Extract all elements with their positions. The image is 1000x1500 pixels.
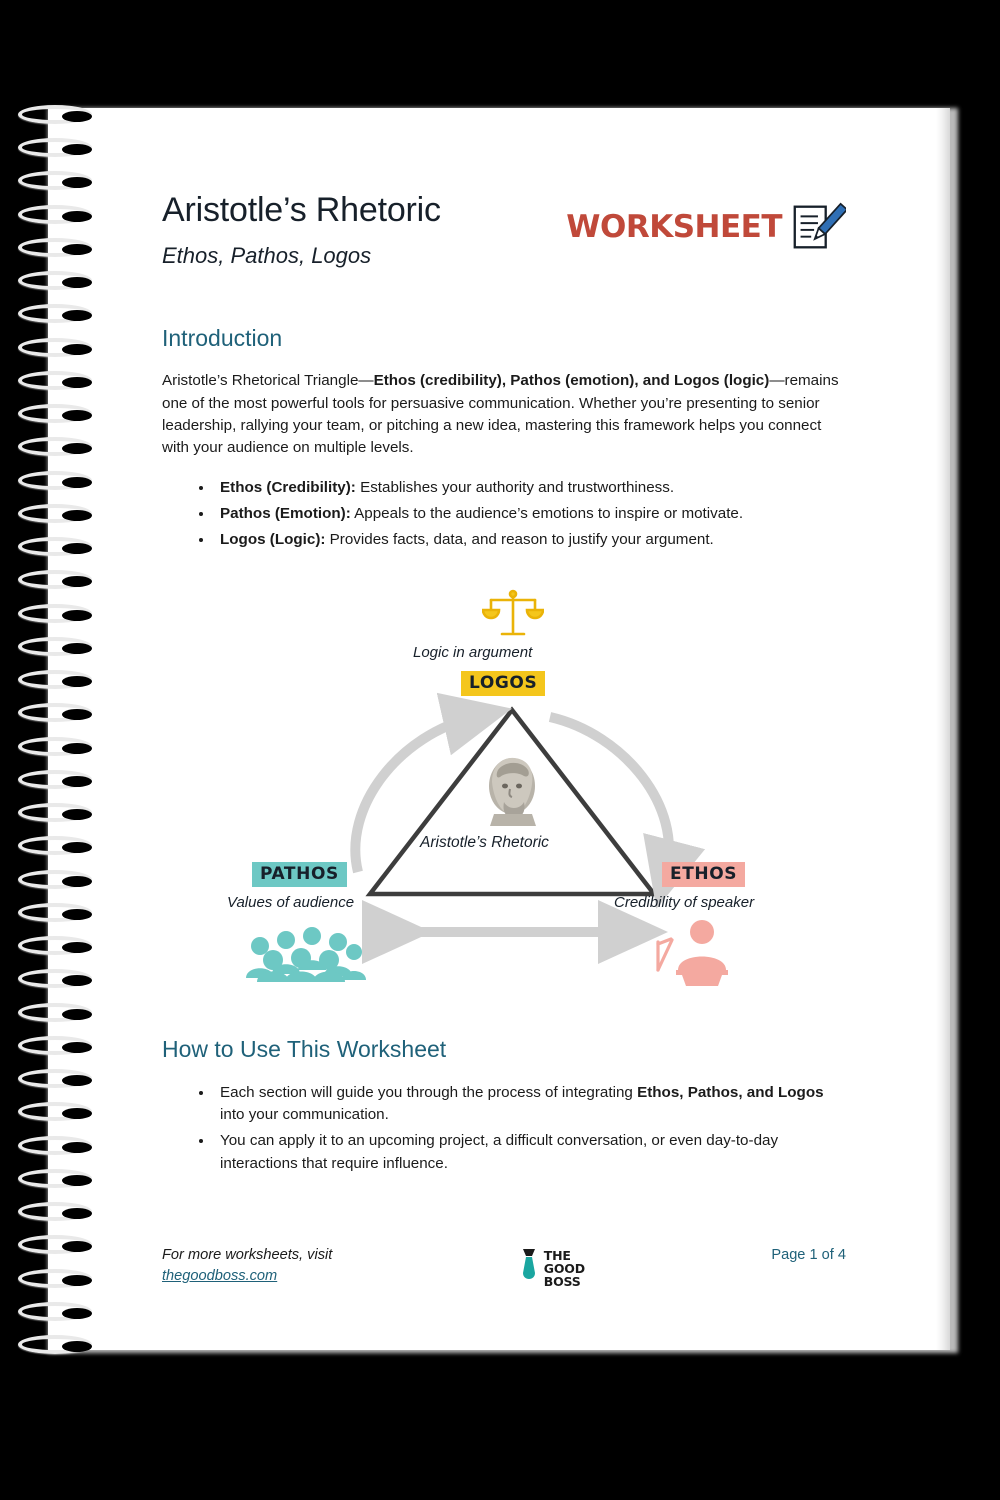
- spiral-coil: [18, 1003, 92, 1022]
- spiral-coil: [18, 537, 92, 556]
- spiral-binding: [18, 105, 96, 1355]
- spiral-coil: [18, 604, 92, 623]
- balance-scales-icon: [482, 588, 544, 649]
- speaker-podium-icon: [642, 918, 750, 991]
- page-edge: [936, 108, 950, 1350]
- brand-logo: [519, 1245, 585, 1292]
- footer-more-label: For more worksheets, visit: [162, 1247, 333, 1263]
- page-content: [162, 192, 846, 1178]
- audience-group-icon: [244, 920, 368, 987]
- spiral-coil: [18, 670, 92, 689]
- intro-text-pre: Aristotle’s Rhetorical Triangle—: [162, 372, 374, 390]
- ethos-caption: Credibility of speaker: [614, 893, 755, 911]
- intro-text-bold: Ethos (credibility), Pathos (emotion), and Logos (logic): [373, 372, 770, 390]
- spiral-coil: [18, 1269, 92, 1288]
- list-item: [214, 1129, 846, 1175]
- spiral-coil: [18, 105, 92, 124]
- brand-line-1: THE: [543, 1248, 571, 1264]
- section-heading-introduction: Introduction: [162, 325, 283, 352]
- introduction-paragraph: [162, 370, 846, 459]
- spiral-coil: [18, 1302, 92, 1321]
- bullet-text: Provides facts, data, and reason to justify your argument.: [325, 531, 714, 549]
- spiral-coil: [18, 803, 92, 822]
- brand-text: [544, 1250, 585, 1288]
- spiral-coil: [18, 1102, 92, 1121]
- list-item: [214, 1081, 846, 1127]
- worksheet-pencil-icon: [788, 198, 846, 256]
- bullet-term: Logos (Logic):: [220, 531, 326, 549]
- spiral-coil: [18, 637, 92, 656]
- spiral-coil: [18, 770, 92, 789]
- spiral-coil: [18, 138, 92, 157]
- pathos-caption: Values of audience: [227, 893, 355, 911]
- spiral-coil: [18, 471, 92, 490]
- rhetorical-triangle-diagram: [162, 582, 846, 1002]
- spiral-coil: [18, 1036, 92, 1055]
- intro-text-post: —remains one of the most powerful tools for persuasive communication. Whether you’re presenting to senior leadership, rallying your team, or pitching a new idea, mastering this framework helps you connect with your audience on multiple levels.: [162, 372, 839, 457]
- spiral-coil: [18, 703, 92, 722]
- page-subtitle: Ethos, Pathos, Logos: [162, 243, 372, 269]
- spiral-coil: [18, 404, 92, 423]
- spiral-coil: [18, 903, 92, 922]
- worksheet-badge: [566, 198, 846, 256]
- list-item: [214, 476, 846, 499]
- spiral-coil: [18, 570, 92, 589]
- spiral-coil: [18, 504, 92, 523]
- bullet-text: Each section will guide you through the process of integrating: [220, 1083, 638, 1101]
- necktie-icon: [519, 1247, 539, 1292]
- bullet-text: Appeals to the audience’s emotions to inspire or motivate.: [350, 505, 744, 523]
- spiral-coil: [18, 969, 92, 988]
- footer-website-link[interactable]: thegoodboss.com: [162, 1268, 278, 1285]
- spiral-coil: [18, 371, 92, 390]
- logos-chip: LOGOS: [461, 671, 545, 696]
- worksheet-page: [48, 108, 950, 1350]
- brand-line-3: BOSS: [543, 1273, 581, 1289]
- howto-bullet-list: [162, 1081, 846, 1175]
- spiral-coil: [18, 171, 92, 190]
- spiral-coil: [18, 737, 92, 756]
- introduction-bullet-list: [162, 476, 846, 552]
- spiral-coil: [18, 238, 92, 257]
- spiral-coil: [18, 1202, 92, 1221]
- spiral-coil: [18, 1136, 92, 1155]
- spiral-coil: [18, 437, 92, 456]
- bullet-term: Pathos (Emotion):: [220, 505, 351, 523]
- spiral-coil: [18, 1235, 92, 1254]
- spiral-coil: [18, 836, 92, 855]
- bullet-text: You can apply it to an upcoming project, a difficult conversation, or even day-to-day interactions that require influence.: [220, 1132, 779, 1172]
- footer-more-worksheets: [162, 1245, 332, 1287]
- title-block: [162, 192, 441, 269]
- section-heading-howto: How to Use This Worksheet: [162, 1035, 447, 1062]
- page-header: [162, 192, 846, 269]
- bullet-bold: Ethos, Pathos, and Logos: [637, 1083, 824, 1101]
- page-title: Aristotle’s Rhetoric: [162, 191, 441, 229]
- bullet-text: Establishes your authority and trustworthiness.: [355, 478, 675, 496]
- spiral-coil: [18, 870, 92, 889]
- spiral-coil: [18, 1069, 92, 1088]
- brand-line-2: GOOD: [543, 1261, 585, 1277]
- page-number: Page 1 of 4: [771, 1247, 846, 1263]
- spiral-coil: [18, 936, 92, 955]
- ethos-chip: ETHOS: [662, 862, 745, 887]
- page-footer: [162, 1245, 846, 1292]
- aristotle-bust-icon: [478, 752, 546, 833]
- logos-caption: Logic in argument: [413, 643, 533, 661]
- spiral-coil: [18, 271, 92, 290]
- spiral-coil: [18, 338, 92, 357]
- bullet-term: Ethos (Credibility):: [220, 478, 356, 496]
- bullet-text-post: into your communication.: [220, 1106, 389, 1124]
- spiral-coil: [18, 1169, 92, 1188]
- diagram-center-caption: Aristotle’s Rhetoric: [420, 833, 549, 851]
- spiral-coil: [18, 304, 92, 323]
- spiral-coil: [18, 205, 92, 224]
- pathos-chip: PATHOS: [252, 862, 347, 887]
- spiral-coil: [18, 1335, 92, 1354]
- list-item: [214, 502, 846, 525]
- worksheet-badge-label: WORKSHEET: [566, 209, 782, 245]
- list-item: [214, 528, 846, 551]
